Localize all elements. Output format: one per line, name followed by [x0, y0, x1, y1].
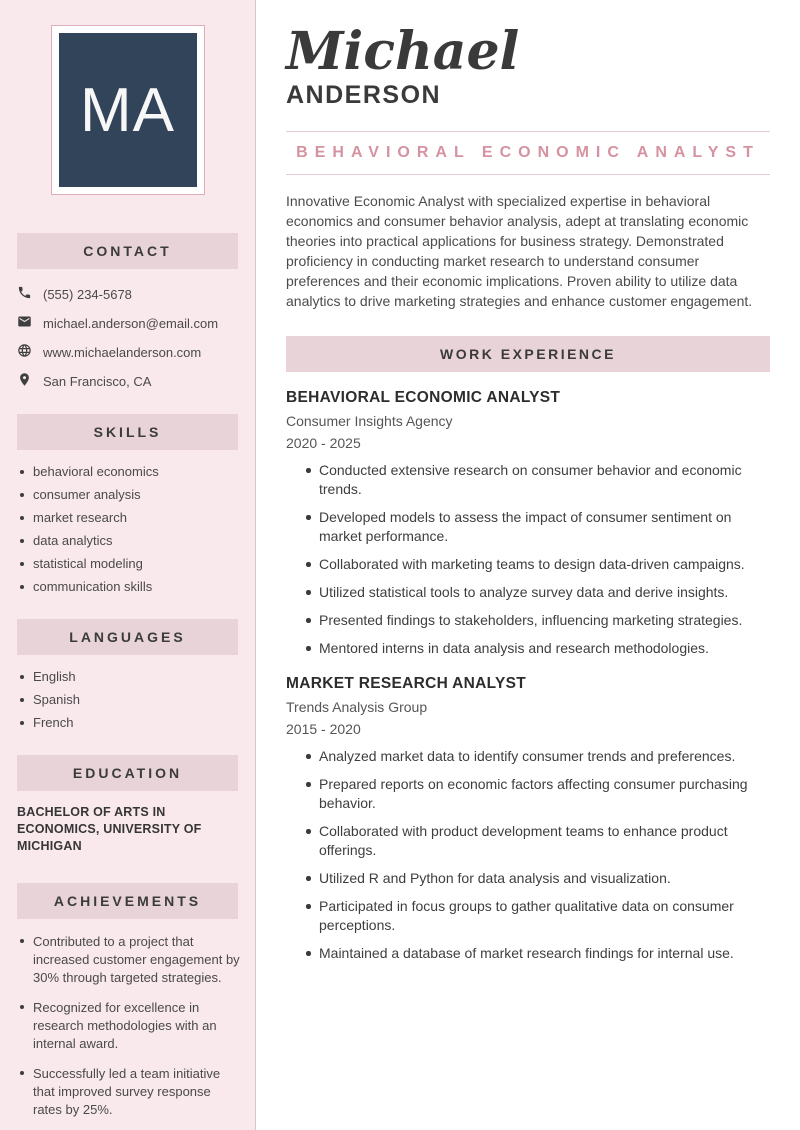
job-bullet: Utilized R and Python for data analysis and visualization. [306, 869, 770, 888]
globe-icon [17, 343, 32, 361]
achievement-item: Successfully led a team initiative that improved survey response rates by 25%. [20, 1065, 241, 1119]
contact-list [0, 269, 255, 390]
main-column [257, 0, 800, 1130]
job-dates: 2015 - 2020 [286, 721, 361, 737]
job-bullet: Prepared reports on economic factors affecting consumer purchasing behavior. [306, 775, 770, 813]
phone-icon [17, 285, 32, 303]
sidebar [0, 0, 256, 1130]
achievements-section-title: ACHIEVEMENTS [17, 883, 238, 919]
job-title-banner: BEHAVIORAL ECONOMIC ANALYST [286, 131, 770, 175]
language-item: French [20, 715, 241, 731]
skill-item: statistical modeling [20, 556, 241, 572]
skills-section-title: SKILLS [17, 414, 238, 450]
language-item: English [20, 669, 241, 685]
job-bullet: Presented findings to stakeholders, influencing marketing strategies. [306, 611, 770, 630]
job-bullet: Participated in focus groups to gather qualitative data on consumer perceptions. [306, 897, 770, 935]
location-icon [17, 372, 32, 390]
job-company: Consumer Insights Agency [286, 413, 453, 429]
contact-location-text: San Francisco, CA [43, 373, 152, 389]
education-section-title: EDUCATION [17, 755, 238, 791]
job-entry-2 [286, 675, 770, 963]
skill-item: market research [20, 510, 241, 526]
contact-email-text: michael.anderson@email.com [43, 315, 219, 331]
contact-website-text: www.michaelanderson.com [43, 344, 202, 360]
languages-section-title: LANGUAGES [17, 619, 238, 655]
email-icon [17, 314, 32, 332]
skill-item: behavioral economics [20, 464, 241, 480]
achievement-item: Contributed to a project that increased customer engagement by 30% through targeted strategies. [20, 933, 241, 987]
skill-item: communication skills [20, 579, 241, 595]
job-entry-1 [286, 389, 770, 658]
achievement-item: Recognized for excellence in research methodologies with an internal award. [20, 999, 241, 1053]
contact-email [17, 314, 241, 332]
job-bullet: Maintained a database of market research findings for internal use. [306, 944, 770, 963]
job-role: BEHAVIORAL ECONOMIC ANALYST [286, 389, 561, 406]
job-bullet: Mentored interns in data analysis and research methodologies. [306, 639, 770, 658]
first-name: Michael [286, 21, 520, 82]
contact-section-title: CONTACT [17, 233, 238, 269]
job-dates: 2020 - 2025 [286, 435, 361, 451]
job-bullet: Collaborated with marketing teams to design data-driven campaigns. [306, 555, 770, 574]
job-bullet: Collaborated with product development teams to enhance product offerings. [306, 822, 770, 860]
languages-list [0, 655, 255, 731]
skill-item: consumer analysis [20, 487, 241, 503]
last-name: ANDERSON [286, 81, 442, 109]
achievements-list [0, 919, 255, 1119]
monogram [59, 33, 197, 187]
job-bullet: Developed models to assess the impact of consumer sentiment on market performance. [306, 508, 770, 546]
job-bullets [286, 747, 770, 963]
job-bullet: Analyzed market data to identify consumer trends and preferences. [306, 747, 770, 766]
language-item: Spanish [20, 692, 241, 708]
job-role: MARKET RESEARCH ANALYST [286, 675, 526, 692]
monogram-initials: MA [80, 75, 175, 145]
contact-website [17, 343, 241, 361]
job-bullet: Utilized statistical tools to analyze survey data and derive insights. [306, 583, 770, 602]
contact-location [17, 372, 241, 390]
education-degree: BACHELOR OF ARTS IN ECONOMICS, UNIVERSITY OF MICHIGAN [17, 805, 202, 853]
summary-paragraph: Innovative Economic Analyst with specialized expertise in behavioral economics and consumer behavior analysis, adept at translating economic theories into practical applications for business strategy. Demonstrated proficiency in conducting market research to understand consumer preferences and their economic implications. Proven ability to utilize data analytics to drive marketing strategies and enhance customer engagement. [286, 193, 753, 309]
skills-list [0, 450, 255, 595]
job-company: Trends Analysis Group [286, 699, 428, 715]
job-bullet: Conducted extensive research on consumer behavior and economic trends. [306, 461, 770, 499]
contact-phone [17, 285, 241, 303]
job-bullets [286, 461, 770, 658]
contact-phone-text: (555) 234-5678 [43, 286, 132, 302]
work-experience-banner: WORK EXPERIENCE [286, 336, 770, 372]
monogram-frame [51, 25, 205, 195]
skill-item: data analytics [20, 533, 241, 549]
